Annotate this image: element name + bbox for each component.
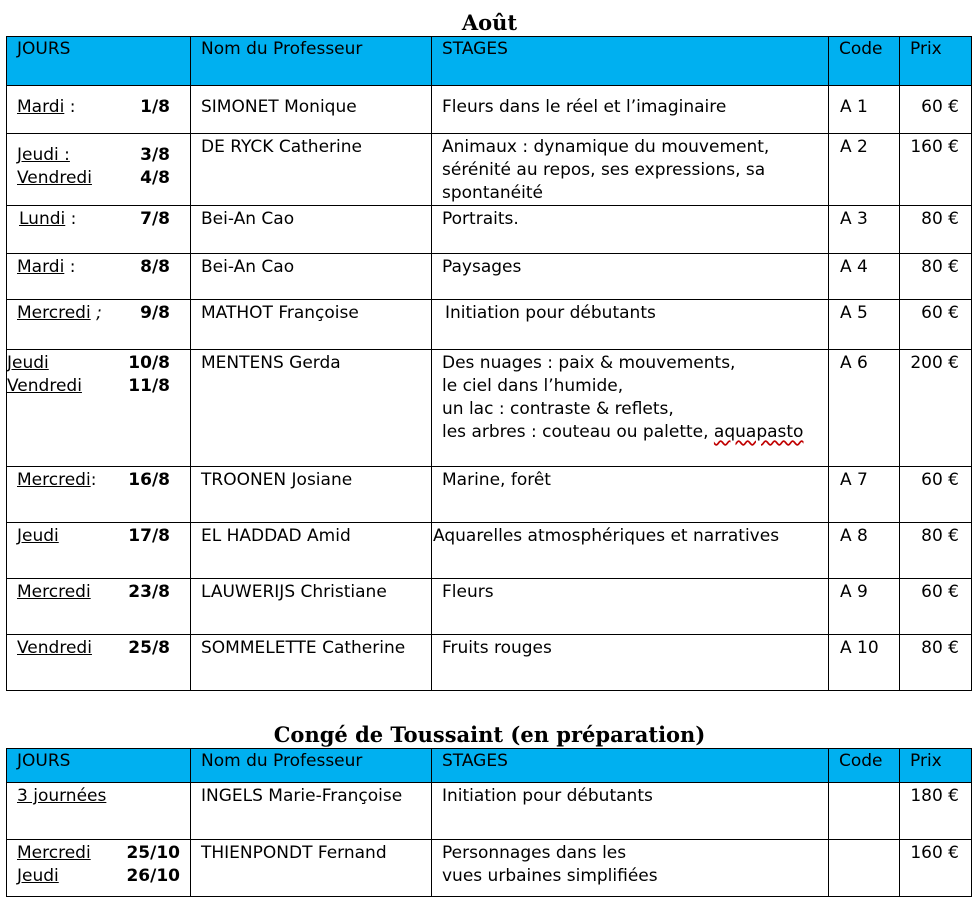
- header-days: JOURS: [7, 37, 191, 86]
- stage-cell: [432, 635, 829, 691]
- day-date: 4/8: [140, 168, 170, 188]
- table-row: [7, 254, 972, 300]
- teacher-cell: SIMONET Monique: [191, 86, 432, 134]
- day-separator: :: [65, 209, 77, 229]
- header-code: Code: [829, 37, 900, 86]
- day-date: 8/8: [140, 257, 170, 277]
- day-name: Mardi: [17, 257, 65, 277]
- stage-line: Animaux : dynamique du mouvement,: [442, 137, 770, 157]
- day-name: Jeudi: [17, 866, 59, 886]
- code-cell: A 9: [829, 579, 900, 635]
- stage-line: Marine, forêt: [442, 470, 551, 490]
- stage-cell: [432, 783, 829, 840]
- code-cell: A 2: [829, 134, 900, 206]
- code-cell: A 6: [829, 350, 900, 467]
- price-cell: 160 €: [900, 840, 972, 897]
- day-name: Vendredi: [17, 638, 92, 658]
- stage-line: Initiation pour débutants: [442, 786, 653, 806]
- day-name: Mercredi: [17, 843, 91, 863]
- table-row: [7, 635, 972, 691]
- code-cell: A 1: [829, 86, 900, 134]
- stage-cell: [432, 350, 829, 467]
- day-separator: :: [64, 97, 76, 117]
- toussaint-title: Congé de Toussaint (en préparation): [273, 722, 706, 747]
- stage-line: Fruits rouges: [442, 638, 552, 658]
- table-row: [7, 300, 972, 350]
- day-separator: ;: [90, 303, 102, 323]
- day-date: 25/8: [128, 638, 170, 658]
- august-title: Août: [461, 10, 518, 35]
- price-cell: 80 €: [900, 523, 972, 579]
- code-cell: A 10: [829, 635, 900, 691]
- stage-line: vues urbaines simplifiées: [442, 866, 658, 886]
- table-header-row: [7, 37, 972, 86]
- days-cell: [7, 840, 191, 897]
- price-cell: 60 €: [900, 86, 972, 134]
- toussaint-table: [6, 748, 972, 897]
- code-cell: A 3: [829, 206, 900, 254]
- august-table: [6, 36, 972, 691]
- stage-line: Fleurs: [442, 582, 494, 602]
- day-separator: :: [64, 257, 76, 277]
- price-cell: 60 €: [900, 579, 972, 635]
- day-date: 11/8: [128, 376, 170, 396]
- code-cell: A 4: [829, 254, 900, 300]
- stage-line: [442, 421, 822, 444]
- day-name: Jeudi: [17, 526, 59, 546]
- stage-line-text: les arbres : couteau ou palette,: [442, 422, 714, 442]
- stage-line: Portraits.: [442, 209, 519, 229]
- header-price: Prix: [900, 749, 972, 783]
- table-row: [7, 467, 972, 523]
- day-name: Mercredi: [17, 470, 91, 490]
- stage-line: spontanéité: [442, 183, 543, 203]
- code-cell: A 5: [829, 300, 900, 350]
- teacher-cell: Bei-An Cao: [191, 206, 432, 254]
- code-cell: [829, 783, 900, 840]
- day-name: 3 journées: [17, 786, 107, 806]
- table-row: [7, 840, 972, 897]
- header-price: Prix: [900, 37, 972, 86]
- code-cell: [829, 840, 900, 897]
- day-date: 25/10: [126, 843, 180, 863]
- table-header-row: [7, 749, 972, 783]
- day-date: 3/8: [140, 145, 170, 165]
- day-name: Mercredi: [17, 582, 91, 602]
- day-date: 10/8: [128, 353, 170, 373]
- days-cell: [7, 350, 191, 467]
- table-row: [7, 86, 972, 134]
- days-cell: [7, 86, 191, 134]
- price-cell: 80 €: [900, 635, 972, 691]
- day-date: 23/8: [128, 582, 170, 602]
- stage-line: le ciel dans l’humide,: [442, 376, 624, 396]
- price-cell: 180 €: [900, 783, 972, 840]
- price-cell: 200 €: [900, 350, 972, 467]
- code-cell: A 7: [829, 467, 900, 523]
- header-stages: STAGES: [432, 37, 829, 86]
- stage-cell: [432, 840, 829, 897]
- teacher-cell: INGELS Marie-Françoise: [191, 783, 432, 840]
- stage-cell: [432, 300, 829, 350]
- days-cell: [7, 134, 191, 206]
- table-row: [7, 350, 972, 467]
- header-days: JOURS: [7, 749, 191, 783]
- day-date: 26/10: [126, 866, 180, 886]
- days-cell: [7, 206, 191, 254]
- day-date: 17/8: [128, 526, 170, 546]
- stage-line: Paysages: [442, 257, 522, 277]
- table-row: [7, 523, 972, 579]
- table-row: [7, 783, 972, 840]
- days-cell: [7, 300, 191, 350]
- teacher-cell: SOMMELETTE Catherine: [191, 635, 432, 691]
- day-date: 1/8: [140, 97, 170, 117]
- days-cell: [7, 467, 191, 523]
- stage-cell: [432, 206, 829, 254]
- header-teacher: Nom du Professeur: [191, 37, 432, 86]
- day-date: 7/8: [140, 209, 170, 229]
- teacher-cell: LAUWERIJS Christiane: [191, 579, 432, 635]
- stage-line: Initiation pour débutants: [445, 303, 656, 323]
- day-date: 16/8: [128, 470, 170, 490]
- days-cell: [7, 254, 191, 300]
- price-cell: 80 €: [900, 254, 972, 300]
- header-teacher: Nom du Professeur: [191, 749, 432, 783]
- price-cell: 160 €: [900, 134, 972, 206]
- days-cell: [7, 523, 191, 579]
- day-date: 9/8: [140, 303, 170, 323]
- day-name: Vendredi: [17, 168, 92, 188]
- day-name: Jeudi: [7, 353, 49, 373]
- table-row: [7, 134, 972, 206]
- table-row: [7, 206, 972, 254]
- teacher-cell: TROONEN Josiane: [191, 467, 432, 523]
- price-cell: 80 €: [900, 206, 972, 254]
- price-cell: 60 €: [900, 467, 972, 523]
- header-code: Code: [829, 749, 900, 783]
- teacher-cell: THIENPONDT Fernand: [191, 840, 432, 897]
- stage-line: un lac : contraste & reflets,: [442, 399, 674, 419]
- stage-line: Aquarelles atmosphériques et narratives: [433, 526, 780, 546]
- stage-cell: [432, 579, 829, 635]
- day-name: Mercredi: [17, 303, 91, 323]
- days-cell: [7, 579, 191, 635]
- stage-line: Des nuages : paix & mouvements,: [442, 353, 736, 373]
- stage-cell: [432, 134, 829, 206]
- stage-line: Fleurs dans le réel et l’imaginaire: [442, 97, 727, 117]
- teacher-cell: MATHOT Françoise: [191, 300, 432, 350]
- day-name: Lundi: [19, 209, 66, 229]
- teacher-cell: MENTENS Gerda: [191, 350, 432, 467]
- teacher-cell: Bei-An Cao: [191, 254, 432, 300]
- stage-cell: [432, 86, 829, 134]
- day-separator: :: [90, 470, 97, 490]
- table-row: [7, 579, 972, 635]
- day-name: Mardi: [17, 97, 65, 117]
- stage-cell: [432, 254, 829, 300]
- stage-line: sérénité au repos, ses expressions, sa: [442, 160, 766, 180]
- day-name: Vendredi: [7, 376, 82, 396]
- day-date: [170, 785, 190, 808]
- spellcheck-marked-word: aquapasto: [713, 422, 804, 442]
- day-name: Jeudi :: [17, 145, 70, 165]
- header-stages: STAGES: [432, 749, 829, 783]
- stage-line: Personnages dans les: [442, 843, 627, 863]
- price-cell: 60 €: [900, 300, 972, 350]
- days-cell: [7, 783, 191, 840]
- teacher-cell: DE RYCK Catherine: [191, 134, 432, 206]
- days-cell: [7, 635, 191, 691]
- code-cell: A 8: [829, 523, 900, 579]
- stage-cell: [432, 467, 829, 523]
- stage-cell: [432, 523, 829, 579]
- teacher-cell: EL HADDAD Amid: [191, 523, 432, 579]
